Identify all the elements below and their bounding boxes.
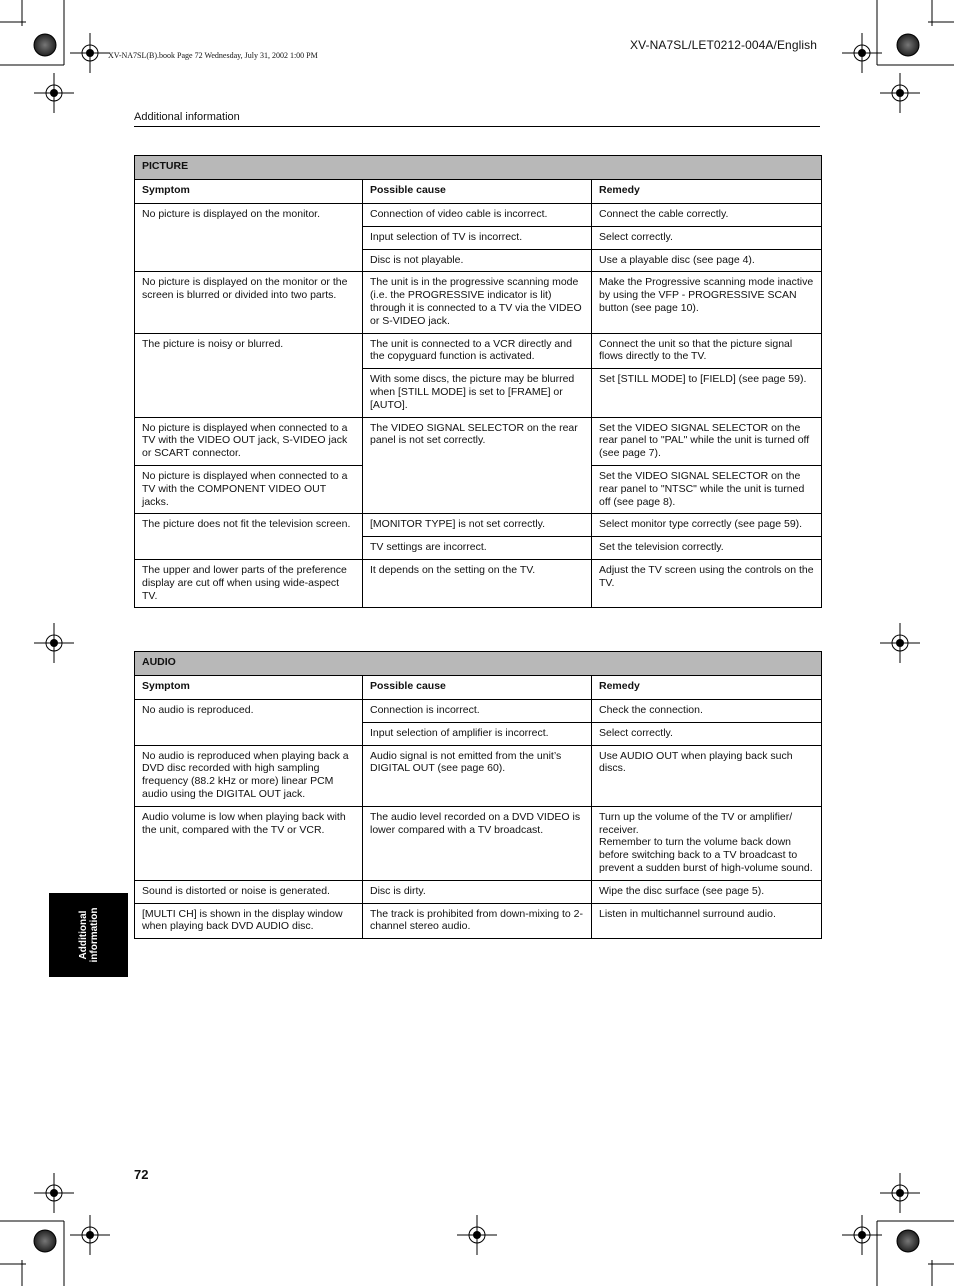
section-side-tab [49, 893, 128, 977]
cause-cell: It depends on the setting on the TV. [363, 559, 592, 607]
remedy-cell: Select monitor type correctly (see page 59). [592, 514, 822, 537]
table-row [135, 272, 822, 333]
remedy-cell: Make the Progressive scanning mode inactive by using the VFP - PROGRESSIVE SCAN button (see page 10). [592, 272, 822, 333]
table-row [135, 700, 822, 723]
cause-column-header: Possible cause [363, 676, 592, 700]
symptom-cell: The upper and lower parts of the preference display are cut off when using wide-aspect TV. [135, 559, 363, 607]
audio-section-title: AUDIO [135, 652, 822, 676]
cause-cell: With some discs, the picture may be blurred when [STILL MODE] is set to [FRAME] or [AUTO]. [363, 369, 592, 417]
table-row [135, 417, 822, 465]
remedy-text: Turn up the volume of the TV or amplifier/ receiver. [599, 810, 793, 836]
table-row [135, 204, 822, 227]
symptom-cell: The picture is noisy or blurred. [135, 333, 363, 417]
remedy-cell: Select correctly. [592, 722, 822, 745]
cause-cell: Input selection of amplifier is incorrect. [363, 722, 592, 745]
cause-cell: Disc is not playable. [363, 249, 592, 272]
cause-cell: TV settings are incorrect. [363, 537, 592, 560]
remedy-cell: Select correctly. [592, 226, 822, 249]
remedy-cell [592, 806, 822, 880]
cause-cell: The unit is in the progressive scanning mode (i.e. the PROGRESSIVE indicator is lit) through it is connected to a TV via the VIDEO or S-VIDEO jack. [363, 272, 592, 333]
remedy-cell: Adjust the TV screen using the controls on the TV. [592, 559, 822, 607]
header-divider [134, 126, 820, 127]
symptom-column-header: Symptom [135, 676, 363, 700]
remedy-column-header: Remedy [592, 180, 822, 204]
table-row [135, 806, 822, 880]
document-id: XV-NA7SL/LET0212-004A/English [630, 38, 818, 52]
book-info: XV-NA7SL(B).book Page 72 Wednesday, July 31, 2002 1:00 PM [108, 51, 318, 60]
remedy-cell: Use a playable disc (see page 4). [592, 249, 822, 272]
table-row [135, 880, 822, 903]
remedy-cell: Check the connection. [592, 700, 822, 723]
remedy-column-header: Remedy [592, 676, 822, 700]
cause-cell: Audio signal is not emitted from the unit’s DIGITAL OUT (see page 60). [363, 745, 592, 806]
audio-troubleshooting-table [134, 651, 822, 939]
cause-cell: The track is prohibited from down-mixing to 2-channel stereo audio. [363, 903, 592, 939]
table-row [135, 903, 822, 939]
symptom-cell: Audio volume is low when playing back with the unit, compared with the TV or VCR. [135, 806, 363, 880]
symptom-cell: No picture is displayed on the monitor or the screen is blurred or divided into two parts. [135, 272, 363, 333]
cause-cell: The audio level recorded on a DVD VIDEO is lower compared with a TV broadcast. [363, 806, 592, 880]
remedy-cell: Connect the unit so that the picture signal flows directly to the TV. [592, 333, 822, 369]
symptom-cell: The picture does not fit the television screen. [135, 514, 363, 560]
page-number: 72 [134, 1167, 149, 1182]
symptom-cell: [MULTI CH] is shown in the display window when playing back DVD AUDIO disc. [135, 903, 363, 939]
symptom-cell: No picture is displayed when connected to a TV with the COMPONENT VIDEO OUT jacks. [135, 465, 363, 513]
symptom-cell: Sound is distorted or noise is generated. [135, 880, 363, 903]
remedy-cell: Connect the cable correctly. [592, 204, 822, 227]
symptom-column-header: Symptom [135, 180, 363, 204]
cause-cell: Connection is incorrect. [363, 700, 592, 723]
table-row [135, 514, 822, 537]
table-row [135, 745, 822, 806]
symptom-cell: No audio is reproduced when playing back a DVD disc recorded with high sampling frequency (88.2 kHz or more) linear PCM audio using the DIGITAL OUT jack. [135, 745, 363, 806]
cause-cell: The VIDEO SIGNAL SELECTOR on the rear panel is not set correctly. [363, 417, 592, 514]
picture-troubleshooting-table [134, 155, 822, 608]
remedy-cell: Listen in multichannel surround audio. [592, 903, 822, 939]
cause-cell: Connection of video cable is incorrect. [363, 204, 592, 227]
cause-cell: Input selection of TV is incorrect. [363, 226, 592, 249]
cause-cell: [MONITOR TYPE] is not set correctly. [363, 514, 592, 537]
side-tab-line1: Additional [78, 910, 89, 960]
remedy-cell: Wipe the disc surface (see page 5). [592, 880, 822, 903]
picture-section-title: PICTURE [135, 156, 822, 180]
table-row [135, 559, 822, 607]
section-header: Additional information [134, 111, 240, 123]
symptom-cell: No picture is displayed when connected to a TV with the VIDEO OUT jack, S-VIDEO jack or SCART connector. [135, 417, 363, 465]
side-tab-label [78, 908, 100, 963]
remedy-cell: Use AUDIO OUT when playing back such discs. [592, 745, 822, 806]
side-tab-line2: information [89, 907, 100, 963]
cause-cell: Disc is dirty. [363, 880, 592, 903]
symptom-cell: No picture is displayed on the monitor. [135, 204, 363, 272]
remedy-cell: Set the television correctly. [592, 537, 822, 560]
remedy-note: Remember to turn the volume back down before switching back to a TV broadcast to prevent a sudden burst of high-volume sound. [599, 836, 813, 874]
symptom-cell: No audio is reproduced. [135, 700, 363, 746]
cause-column-header: Possible cause [363, 180, 592, 204]
remedy-cell: Set the VIDEO SIGNAL SELECTOR on the rear panel to "NTSC" while the unit is turned off (see page 8). [592, 465, 822, 513]
remedy-cell: Set the VIDEO SIGNAL SELECTOR on the rear panel to "PAL" while the unit is turned off (see page 7). [592, 417, 822, 465]
cause-cell: The unit is connected to a VCR directly and the copyguard function is activated. [363, 333, 592, 369]
table-row [135, 333, 822, 369]
remedy-cell: Set [STILL MODE] to [FIELD] (see page 59). [592, 369, 822, 417]
